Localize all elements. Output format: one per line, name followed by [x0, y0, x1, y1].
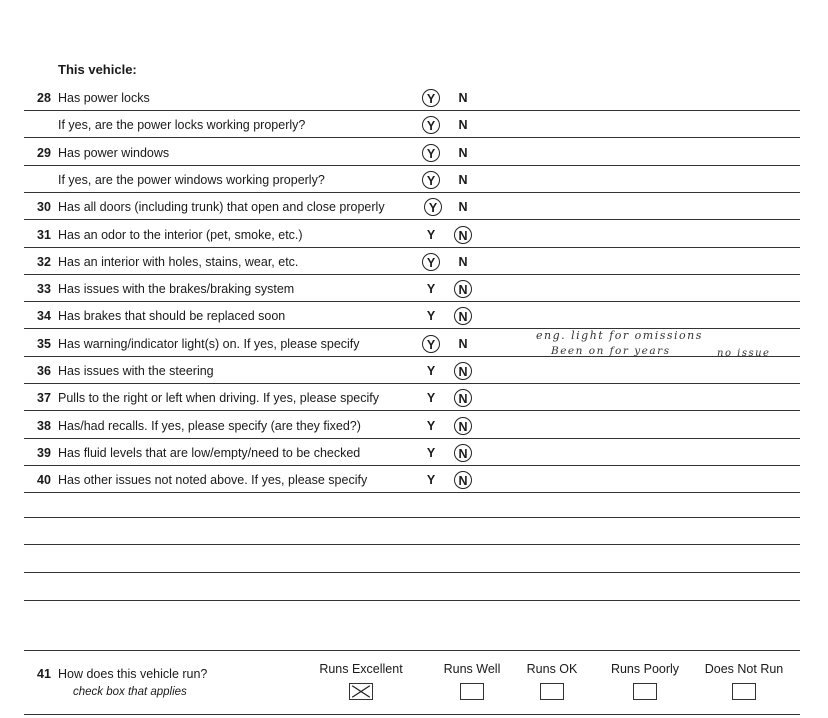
- question-row: [0, 307, 828, 334]
- yes-option[interactable]: Y: [422, 335, 440, 353]
- yes-option[interactable]: Y: [426, 419, 436, 433]
- yes-option[interactable]: Y: [424, 198, 442, 216]
- blank-line: [24, 517, 800, 518]
- no-option[interactable]: N: [454, 226, 472, 244]
- question-number: 37: [37, 391, 51, 405]
- row-rule: [24, 247, 800, 248]
- question-text: Has power locks: [58, 91, 150, 105]
- yes-option[interactable]: Y: [422, 171, 440, 189]
- yes-option[interactable]: Y: [422, 253, 440, 271]
- no-option[interactable]: N: [454, 389, 472, 407]
- no-option[interactable]: N: [458, 118, 468, 132]
- question-number: 33: [37, 282, 51, 296]
- row-rule: [24, 165, 800, 166]
- question-text: If yes, are the power windows working properly?: [58, 173, 325, 187]
- question-number: 38: [37, 419, 51, 433]
- question-text: Pulls to the right or left when driving. If yes, please specify: [58, 391, 379, 405]
- q41-text: How does this vehicle run?: [58, 667, 208, 681]
- question-row: [0, 335, 828, 362]
- question-row: [0, 280, 828, 307]
- run-option-checkbox[interactable]: [540, 683, 564, 700]
- yes-option[interactable]: Y: [426, 391, 436, 405]
- run-option-label: Runs Well: [443, 662, 501, 676]
- yes-option[interactable]: Y: [426, 228, 436, 242]
- question-row: [0, 417, 828, 444]
- check-x-icon: [350, 684, 372, 699]
- no-option[interactable]: N: [458, 255, 468, 269]
- run-condition-section: [24, 650, 800, 715]
- question-text: Has warning/indicator light(s) on. If yes, please specify: [58, 337, 360, 351]
- question-row: [0, 171, 828, 198]
- row-rule: [24, 192, 800, 193]
- no-option[interactable]: N: [458, 91, 468, 105]
- handwritten-note-line3: no issue: [717, 348, 771, 359]
- run-option-label: Does Not Run: [704, 662, 784, 676]
- question-text: If yes, are the power locks working properly?: [58, 118, 306, 132]
- run-option-label: Runs Poorly: [610, 662, 680, 676]
- question-row: [0, 116, 828, 143]
- run-option-label: Runs Excellent: [319, 662, 403, 676]
- row-rule: [24, 301, 800, 302]
- question-number: 40: [37, 473, 51, 487]
- question-row: [0, 471, 828, 498]
- blank-line: [24, 544, 800, 545]
- blank-line: [24, 572, 800, 573]
- row-rule: [24, 274, 800, 275]
- handwritten-note-line1: eng. light for omissions: [536, 329, 703, 342]
- no-option[interactable]: N: [454, 417, 472, 435]
- question-text: Has an interior with holes, stains, wear, etc.: [58, 255, 299, 269]
- question-number: 34: [37, 309, 51, 323]
- handwritten-note-line2: Been on for years: [551, 345, 671, 357]
- no-option[interactable]: N: [454, 362, 472, 380]
- row-rule: [24, 410, 800, 411]
- question-number: 29: [37, 146, 51, 160]
- question-text: Has/had recalls. If yes, please specify (are they fixed?): [58, 419, 361, 433]
- run-option-checkbox[interactable]: [460, 683, 484, 700]
- question-text: Has power windows: [58, 146, 170, 160]
- question-row: [0, 89, 828, 116]
- question-number: 35: [37, 337, 51, 351]
- no-option[interactable]: N: [458, 337, 468, 351]
- yes-option[interactable]: Y: [426, 282, 436, 296]
- question-text: Has issues with the steering: [58, 364, 214, 378]
- q41-hint: check box that applies: [73, 686, 187, 698]
- row-rule: [24, 356, 800, 357]
- run-option-label: Runs OK: [526, 662, 578, 676]
- yes-option[interactable]: Y: [422, 89, 440, 107]
- no-option[interactable]: N: [458, 146, 468, 160]
- row-rule: [24, 219, 800, 220]
- question-number: 32: [37, 255, 51, 269]
- question-text: Has other issues not noted above. If yes, please specify: [58, 473, 368, 487]
- question-row: [0, 144, 828, 171]
- yes-option[interactable]: Y: [426, 364, 436, 378]
- question-number: 36: [37, 364, 51, 378]
- run-option-checkbox[interactable]: [633, 683, 657, 700]
- run-option-checkbox[interactable]: [732, 683, 756, 700]
- no-option[interactable]: N: [454, 280, 472, 298]
- row-rule: [24, 110, 800, 111]
- q41-number: 41: [37, 667, 51, 681]
- yes-option[interactable]: Y: [426, 309, 436, 323]
- blank-line: [24, 600, 800, 601]
- question-row: [0, 198, 828, 225]
- question-text: Has issues with the brakes/braking system: [58, 282, 295, 296]
- question-text: Has fluid levels that are low/empty/need to be checked: [58, 446, 361, 460]
- question-row: [0, 362, 828, 389]
- question-row: [0, 389, 828, 416]
- question-row: [0, 444, 828, 471]
- question-row: [0, 253, 828, 280]
- question-number: 30: [37, 200, 51, 214]
- question-text: Has all doors (including trunk) that open and close properly: [58, 200, 385, 214]
- row-rule: [24, 383, 800, 384]
- run-option-checkbox[interactable]: [349, 683, 373, 700]
- yes-option[interactable]: Y: [426, 473, 436, 487]
- yes-option[interactable]: Y: [426, 446, 436, 460]
- form-title: This vehicle:: [58, 62, 137, 77]
- question-text: Has an odor to the interior (pet, smoke, etc.): [58, 228, 303, 242]
- row-rule: [24, 465, 800, 466]
- no-option[interactable]: N: [458, 173, 468, 187]
- question-number: 28: [37, 91, 51, 105]
- question-number: 31: [37, 228, 51, 242]
- no-option[interactable]: N: [454, 471, 472, 489]
- question-number: 39: [37, 446, 51, 460]
- question-text: Has brakes that should be replaced soon: [58, 309, 286, 323]
- yes-option[interactable]: Y: [422, 116, 440, 134]
- question-row: [0, 226, 828, 253]
- no-option[interactable]: N: [454, 444, 472, 462]
- yes-option[interactable]: Y: [422, 144, 440, 162]
- row-rule: [24, 492, 800, 493]
- no-option[interactable]: N: [454, 307, 472, 325]
- no-option[interactable]: N: [458, 200, 468, 214]
- row-rule: [24, 137, 800, 138]
- row-rule: [24, 438, 800, 439]
